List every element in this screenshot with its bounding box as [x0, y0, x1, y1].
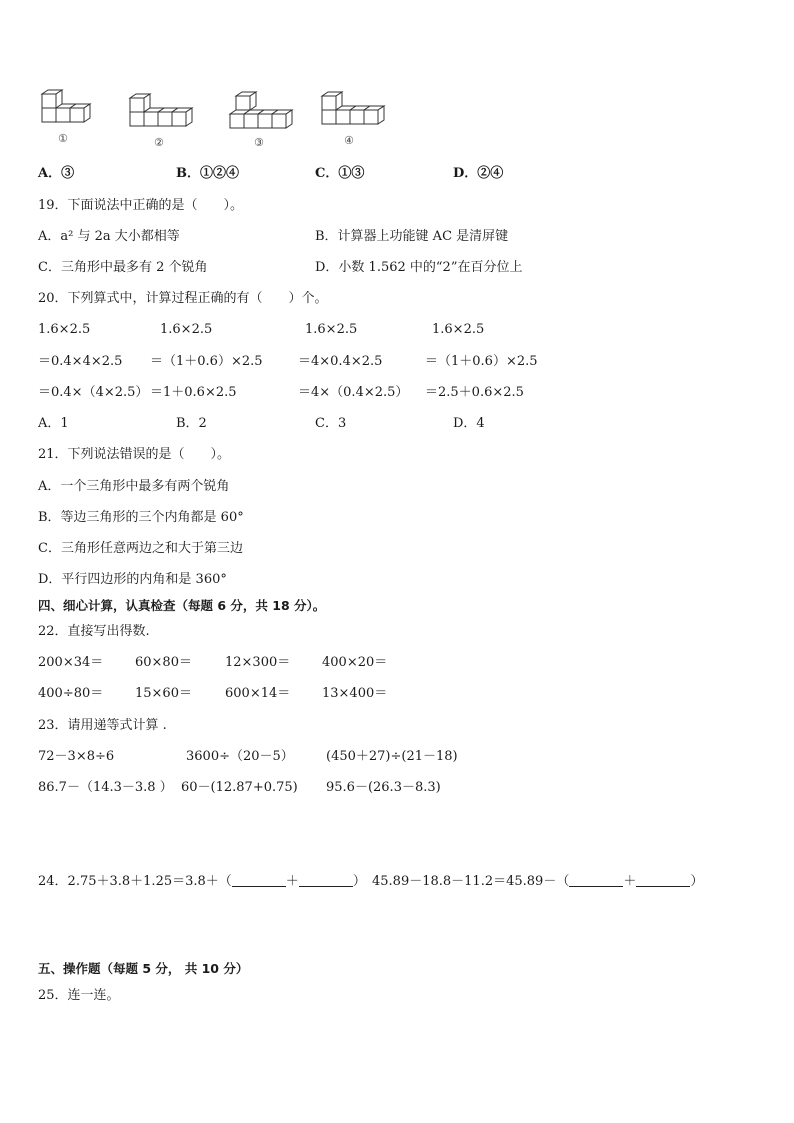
q20-cell: 1.6×2.5 — [305, 322, 358, 337]
q20-cell: ＝4×（0.4×2.5） — [298, 385, 409, 400]
q20-option-b[interactable]: B．2 — [176, 416, 207, 431]
figure-caption: ② — [154, 136, 164, 149]
q21-option-a[interactable]: A．一个三角形中最多有两个锐角 — [38, 479, 230, 494]
q24-equation-1 — [38, 874, 366, 890]
plus-sign: ＋ — [285, 874, 299, 889]
section-4-title: 四、细心计算，认真检查（每题 6 分，共 18 分）。 — [38, 598, 326, 613]
q18-option-d[interactable]: D．②④ — [453, 166, 504, 181]
q20-cell: ＝1＋0.6×2.5 — [150, 385, 237, 400]
q22-cell: 13×400＝ — [322, 686, 388, 701]
section-5-title: 五、操作题（每题 5 分， 共 10 分） — [38, 961, 249, 976]
figure-caption: ④ — [344, 134, 354, 147]
q23-cell: 95.6－(26.3－8.3) — [326, 780, 441, 795]
q20-cell: ＝4×0.4×2.5 — [298, 354, 383, 369]
q22-stem: 22．直接写出得数. — [38, 624, 150, 639]
q18-option-b[interactable]: B．①②④ — [176, 166, 239, 181]
q20-option-c[interactable]: C．3 — [315, 416, 347, 431]
cube-figure-2 — [126, 88, 196, 150]
q18-option-c[interactable]: C．①③ — [315, 166, 365, 181]
q22-cell: 600×14＝ — [225, 686, 291, 701]
q24-part2: 45.89－18.8－11.2＝45.89－（ — [372, 874, 570, 889]
q22-cell: 60×80＝ — [135, 655, 192, 670]
q20-cell: 1.6×2.5 — [38, 322, 91, 337]
q20-cell: ＝2.5＋0.6×2.5 — [425, 385, 524, 400]
q19-stem: 19．下面说法中正确的是（ ）。 — [38, 198, 244, 213]
close-paren: ） — [352, 874, 366, 889]
answer-blank[interactable] — [232, 874, 286, 887]
q22-cell: 12×300＝ — [225, 655, 291, 670]
cube-figure-1 — [38, 88, 100, 150]
q21-option-c[interactable]: C．三角形任意两边之和大于第三边 — [38, 541, 243, 556]
q19-option-c[interactable]: C．三角形中最多有 2 个锐角 — [38, 260, 208, 275]
q21-option-d[interactable]: D．平行四边形的内角和是 360° — [38, 572, 227, 587]
q24-part1: 24．2.75＋3.8＋1.25＝3.8＋（ — [38, 874, 232, 889]
q22-cell: 400÷80＝ — [38, 686, 104, 701]
figure-caption: ③ — [254, 136, 264, 149]
q18-option-a[interactable]: A．③ — [38, 166, 75, 181]
q20-cell: 1.6×2.5 — [432, 322, 485, 337]
q20-cell: ＝0.4×4×2.5 — [38, 354, 123, 369]
q20-option-a[interactable]: A．1 — [38, 416, 69, 431]
q22-cell: 15×60＝ — [135, 686, 192, 701]
q21-stem: 21．下列说法错误的是（ ）。 — [38, 447, 231, 462]
q22-cell: 200×34＝ — [38, 655, 104, 670]
q19-option-a[interactable]: A．a² 与 2a 大小都相等 — [38, 229, 180, 244]
cube-figure-3 — [226, 88, 296, 150]
q20-cell: 1.6×2.5 — [160, 322, 213, 337]
q19-option-d[interactable]: D．小数 1.562 中的“2”在百分位上 — [315, 260, 523, 275]
q23-cell: 3600÷（20－5） — [186, 749, 294, 764]
q23-cell: (450＋27)÷(21－18) — [326, 749, 458, 764]
q20-cell: ＝（1＋0.6）×2.5 — [425, 354, 538, 369]
cube-figure-4 — [318, 88, 388, 150]
figure-caption: ① — [58, 132, 68, 145]
answer-blank[interactable] — [636, 874, 690, 887]
q23-cell: 60－(12.87+0.75) — [181, 780, 298, 795]
answer-blank[interactable] — [569, 874, 623, 887]
q20-cell: ＝（1＋0.6）×2.5 — [150, 354, 263, 369]
q19-option-b[interactable]: B．计算器上功能键 AC 是清屏键 — [315, 229, 509, 244]
plus-sign: ＋ — [623, 874, 637, 889]
q23-cell: 86.7－（14.3－3.8 ） — [38, 780, 173, 795]
answer-blank[interactable] — [299, 874, 353, 887]
q24-equation-2 — [372, 874, 703, 890]
q23-stem: 23．请用递等式计算 . — [38, 718, 167, 733]
q21-option-b[interactable]: B．等边三角形的三个内角都是 60° — [38, 510, 244, 525]
close-paren: ） — [690, 874, 704, 889]
q23-cell: 72－3×8÷6 — [38, 749, 115, 764]
q25-stem: 25．连一连。 — [38, 988, 120, 1003]
q20-option-d[interactable]: D．4 — [453, 416, 485, 431]
q20-stem: 20．下列算式中，计算过程正确的有（ ）个。 — [38, 291, 328, 306]
q22-cell: 400×20＝ — [322, 655, 388, 670]
q20-cell: ＝0.4×（4×2.5） — [38, 385, 149, 400]
